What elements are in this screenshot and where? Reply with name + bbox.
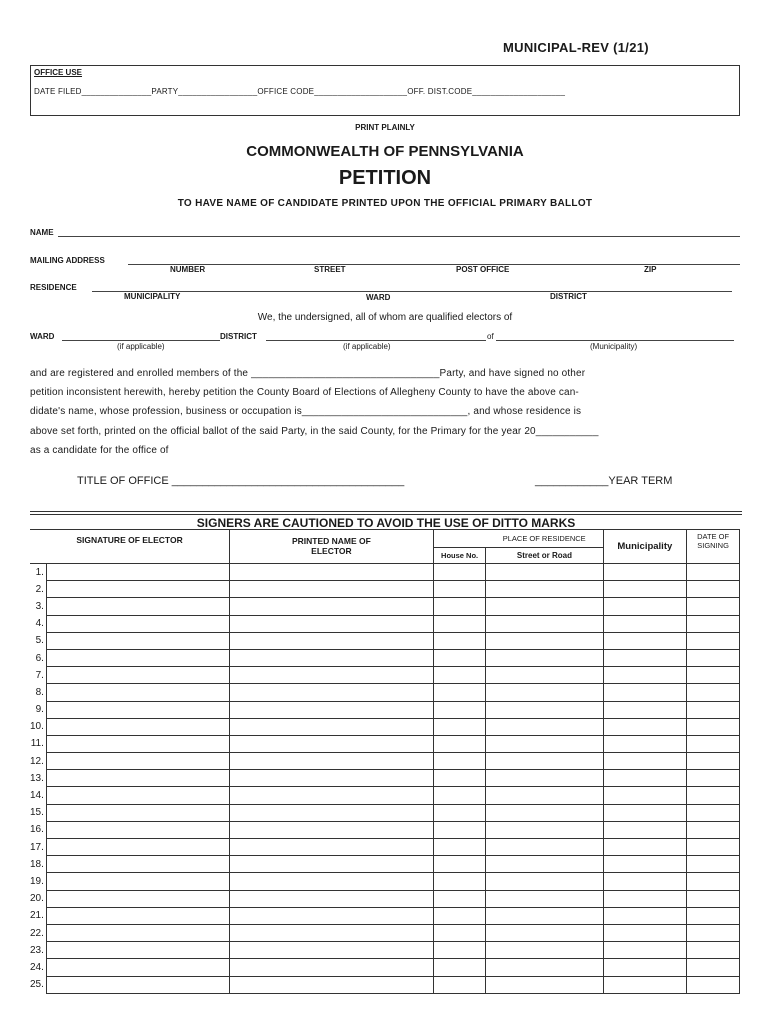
row-cell-sig[interactable] <box>46 856 229 873</box>
table-row <box>30 976 740 993</box>
print-plainly: PRINT PLAINLY <box>355 123 415 132</box>
ditto-divider-top <box>30 511 742 512</box>
row-cell-printed[interactable] <box>230 770 434 787</box>
table-row <box>30 718 740 735</box>
row-cell-printed[interactable] <box>230 581 434 598</box>
col-municipality-header: Municipality <box>603 530 687 564</box>
row-cell-date[interactable] <box>687 615 740 632</box>
row-cell-street[interactable] <box>486 753 603 770</box>
row-cell-sig[interactable] <box>46 907 229 924</box>
row-number: 20. <box>30 890 46 907</box>
row-cell-muni[interactable] <box>603 735 687 752</box>
row-cell-house[interactable] <box>433 942 486 959</box>
table-row <box>30 890 740 907</box>
row-number: 1. <box>30 564 46 581</box>
row-cell-sig[interactable] <box>46 890 229 907</box>
office-use-fields: DATE FILED_______________PARTY_________________OFFICE CODE____________________OFF. DIST.CODE____________________ <box>34 87 566 96</box>
row-cell-printed[interactable] <box>230 839 434 856</box>
row-cell-house[interactable] <box>433 598 486 615</box>
table-row <box>30 615 740 632</box>
row-cell-sig[interactable] <box>46 581 229 598</box>
row-cell-date[interactable] <box>687 959 740 976</box>
row-cell-sig[interactable] <box>46 667 229 684</box>
row-cell-street[interactable] <box>486 804 603 821</box>
signature-table <box>30 529 740 994</box>
row-cell-printed[interactable] <box>230 632 434 649</box>
row-cell-muni[interactable] <box>603 564 687 581</box>
body-line-2: petition inconsistent herewith, hereby petition the County Board of Elections of Allegheny County to have the above can- <box>30 387 579 398</box>
row-cell-sig[interactable] <box>46 942 229 959</box>
row-cell-house[interactable] <box>433 959 486 976</box>
row-cell-muni[interactable] <box>603 821 687 838</box>
row-cell-date[interactable] <box>687 942 740 959</box>
table-row <box>30 701 740 718</box>
row-number: 25. <box>30 976 46 993</box>
row-cell-sig[interactable] <box>46 753 229 770</box>
row-cell-date[interactable] <box>687 581 740 598</box>
row-cell-house[interactable] <box>433 924 486 941</box>
row-cell-sig[interactable] <box>46 787 229 804</box>
row-cell-date[interactable] <box>687 684 740 701</box>
table-row <box>30 907 740 924</box>
row-cell-date[interactable] <box>687 564 740 581</box>
row-cell-sig[interactable] <box>46 684 229 701</box>
ward-field[interactable] <box>62 340 220 341</box>
office-use-box <box>30 65 740 116</box>
row-cell-street[interactable] <box>486 907 603 924</box>
table-row <box>30 804 740 821</box>
row-cell-sig[interactable] <box>46 718 229 735</box>
row-number: 16. <box>30 821 46 838</box>
row-cell-printed[interactable] <box>230 718 434 735</box>
row-cell-sig[interactable] <box>46 804 229 821</box>
row-cell-printed[interactable] <box>230 804 434 821</box>
row-number: 8. <box>30 684 46 701</box>
name-field[interactable] <box>58 236 740 237</box>
row-number: 21. <box>30 907 46 924</box>
row-cell-muni[interactable] <box>603 667 687 684</box>
mailing-address-label: MAILING ADDRESS <box>30 256 105 265</box>
row-cell-street[interactable] <box>486 632 603 649</box>
year-term[interactable]: ____________YEAR TERM <box>535 475 673 487</box>
row-cell-date[interactable] <box>687 667 740 684</box>
row-cell-muni[interactable] <box>603 684 687 701</box>
row-number: 9. <box>30 701 46 718</box>
row-number: 17. <box>30 839 46 856</box>
row-number: 24. <box>30 959 46 976</box>
residence-sub-ward: WARD <box>366 293 391 302</box>
row-cell-street[interactable] <box>486 976 603 993</box>
row-cell-printed[interactable] <box>230 667 434 684</box>
row-cell-street[interactable] <box>486 856 603 873</box>
mailing-sub-post-office: POST OFFICE <box>456 265 510 274</box>
ditto-warning: SIGNERS ARE CAUTIONED TO AVOID THE USE OF DITTO MARKS <box>196 516 576 530</box>
row-cell-date[interactable] <box>687 856 740 873</box>
col-place-header: PLACE OF RESIDENCE <box>486 530 603 548</box>
row-number: 10. <box>30 718 46 735</box>
row-cell-muni[interactable] <box>603 942 687 959</box>
row-cell-house[interactable] <box>433 735 486 752</box>
row-cell-street[interactable] <box>486 924 603 941</box>
row-cell-printed[interactable] <box>230 684 434 701</box>
row-cell-street[interactable] <box>486 649 603 666</box>
row-cell-house[interactable] <box>433 684 486 701</box>
table-row <box>30 839 740 856</box>
row-cell-date[interactable] <box>687 770 740 787</box>
row-cell-date[interactable] <box>687 735 740 752</box>
col-house-header: House No. <box>433 548 486 564</box>
mailing-sub-number: NUMBER <box>170 265 206 274</box>
row-cell-printed[interactable] <box>230 701 434 718</box>
row-cell-house[interactable] <box>433 770 486 787</box>
row-cell-muni[interactable] <box>603 787 687 804</box>
of-label: of <box>487 332 494 341</box>
row-cell-date[interactable] <box>687 598 740 615</box>
row-cell-printed[interactable] <box>230 615 434 632</box>
table-row <box>30 821 740 838</box>
row-number: 22. <box>30 924 46 941</box>
row-cell-sig[interactable] <box>46 976 229 993</box>
col-place-spacer <box>433 530 486 548</box>
row-number: 7. <box>30 667 46 684</box>
row-cell-muni[interactable] <box>603 701 687 718</box>
table-row <box>30 564 740 581</box>
row-cell-street[interactable] <box>486 598 603 615</box>
row-cell-muni[interactable] <box>603 615 687 632</box>
row-cell-sig[interactable] <box>46 632 229 649</box>
ward-if-applicable: (if applicable) <box>117 342 165 351</box>
mailing-sub-zip: ZIP <box>644 265 657 274</box>
row-number: 12. <box>30 753 46 770</box>
table-row <box>30 924 740 941</box>
row-cell-sig[interactable] <box>46 649 229 666</box>
table-row <box>30 770 740 787</box>
municipality-field[interactable] <box>496 340 734 341</box>
table-row <box>30 632 740 649</box>
petition-title: PETITION <box>338 167 432 189</box>
row-cell-printed[interactable] <box>230 873 434 890</box>
petition-subtitle: TO HAVE NAME OF CANDIDATE PRINTED UPON THE OFFICIAL PRIMARY BALLOT <box>177 198 593 209</box>
row-cell-muni[interactable] <box>603 581 687 598</box>
row-cell-street[interactable] <box>486 821 603 838</box>
row-cell-sig[interactable] <box>46 839 229 856</box>
row-cell-date[interactable] <box>687 804 740 821</box>
table-row <box>30 959 740 976</box>
row-cell-printed[interactable] <box>230 735 434 752</box>
row-number: 4. <box>30 615 46 632</box>
row-cell-house[interactable] <box>433 649 486 666</box>
row-cell-house[interactable] <box>433 890 486 907</box>
row-cell-street[interactable] <box>486 959 603 976</box>
row-cell-muni[interactable] <box>603 839 687 856</box>
row-cell-muni[interactable] <box>603 804 687 821</box>
row-cell-house[interactable] <box>433 873 486 890</box>
table-row <box>30 598 740 615</box>
row-cell-printed[interactable] <box>230 598 434 615</box>
row-cell-muni[interactable] <box>603 976 687 993</box>
row-cell-printed[interactable] <box>230 890 434 907</box>
row-cell-house[interactable] <box>433 821 486 838</box>
row-cell-house[interactable] <box>433 753 486 770</box>
row-cell-printed[interactable] <box>230 976 434 993</box>
row-cell-muni[interactable] <box>603 649 687 666</box>
row-cell-house[interactable] <box>433 907 486 924</box>
row-cell-sig[interactable] <box>46 821 229 838</box>
row-cell-sig[interactable] <box>46 735 229 752</box>
row-cell-street[interactable] <box>486 942 603 959</box>
row-cell-printed[interactable] <box>230 787 434 804</box>
row-cell-date[interactable] <box>687 976 740 993</box>
row-cell-date[interactable] <box>687 701 740 718</box>
row-cell-muni[interactable] <box>603 924 687 941</box>
row-cell-house[interactable] <box>433 976 486 993</box>
district-if-applicable: (if applicable) <box>343 342 391 351</box>
row-cell-street[interactable] <box>486 564 603 581</box>
residence-sub-municipality: MUNICIPALITY <box>124 292 181 301</box>
row-cell-house[interactable] <box>433 564 486 581</box>
row-cell-sig[interactable] <box>46 959 229 976</box>
row-cell-house[interactable] <box>433 856 486 873</box>
row-cell-street[interactable] <box>486 667 603 684</box>
table-row <box>30 942 740 959</box>
row-cell-street[interactable] <box>486 839 603 856</box>
row-number: 18. <box>30 856 46 873</box>
mailing-sub-street: STREET <box>314 265 346 274</box>
row-number: 13. <box>30 770 46 787</box>
row-cell-street[interactable] <box>486 718 603 735</box>
row-cell-muni[interactable] <box>603 598 687 615</box>
row-cell-house[interactable] <box>433 701 486 718</box>
row-cell-printed[interactable] <box>230 924 434 941</box>
row-cell-house[interactable] <box>433 787 486 804</box>
row-number: 2. <box>30 581 46 598</box>
table-row <box>30 649 740 666</box>
row-cell-street[interactable] <box>486 684 603 701</box>
row-cell-printed[interactable] <box>230 942 434 959</box>
row-number: 23. <box>30 942 46 959</box>
body-line-3: didate's name, whose profession, business or occupation is_____________________________, and whose residence is <box>30 406 582 417</box>
row-cell-date[interactable] <box>687 718 740 735</box>
table-row <box>30 856 740 873</box>
row-cell-muni[interactable] <box>603 890 687 907</box>
row-cell-house[interactable] <box>433 615 486 632</box>
col-street-header: Street or Road <box>486 548 603 564</box>
row-cell-printed[interactable] <box>230 649 434 666</box>
form-code: MUNICIPAL-REV (1/21) <box>503 40 649 55</box>
table-row <box>30 787 740 804</box>
row-cell-sig[interactable] <box>46 701 229 718</box>
table-row <box>30 735 740 752</box>
row-cell-street[interactable] <box>486 701 603 718</box>
table-row <box>30 873 740 890</box>
row-cell-date[interactable] <box>687 890 740 907</box>
col-printed-header: PRINTED NAME OF ELECTOR <box>230 530 434 564</box>
body-line-1: and are registered and enrolled members of the _________________________________Party, and have signed no other <box>30 368 586 379</box>
table-row <box>30 581 740 598</box>
row-cell-date[interactable] <box>687 907 740 924</box>
residence-sub-district: DISTRICT <box>550 292 587 301</box>
ward-label: WARD <box>30 332 55 341</box>
row-cell-sig[interactable] <box>46 924 229 941</box>
row-cell-muni[interactable] <box>603 632 687 649</box>
row-cell-date[interactable] <box>687 753 740 770</box>
row-cell-date[interactable] <box>687 787 740 804</box>
row-number: 5. <box>30 632 46 649</box>
row-cell-date[interactable] <box>687 924 740 941</box>
municipality-caption: (Municipality) <box>590 342 638 351</box>
row-cell-house[interactable] <box>433 581 486 598</box>
row-cell-house[interactable] <box>433 718 486 735</box>
table-row <box>30 753 740 770</box>
row-cell-sig[interactable] <box>46 564 229 581</box>
row-cell-printed[interactable] <box>230 959 434 976</box>
row-cell-street[interactable] <box>486 735 603 752</box>
row-cell-house[interactable] <box>433 839 486 856</box>
row-cell-house[interactable] <box>433 804 486 821</box>
commonwealth-heading: COMMONWEALTH OF PENNSYLVANIA <box>246 143 524 160</box>
row-number: 6. <box>30 649 46 666</box>
row-cell-date[interactable] <box>687 632 740 649</box>
row-cell-muni[interactable] <box>603 753 687 770</box>
row-cell-house[interactable] <box>433 667 486 684</box>
row-cell-muni[interactable] <box>603 856 687 873</box>
row-cell-date[interactable] <box>687 821 740 838</box>
col-date-header: DATE OF SIGNING <box>687 530 740 564</box>
row-cell-sig[interactable] <box>46 770 229 787</box>
row-cell-date[interactable] <box>687 873 740 890</box>
row-cell-muni[interactable] <box>603 770 687 787</box>
row-cell-muni[interactable] <box>603 959 687 976</box>
row-cell-street[interactable] <box>486 787 603 804</box>
row-cell-street[interactable] <box>486 581 603 598</box>
row-cell-muni[interactable] <box>603 718 687 735</box>
row-cell-house[interactable] <box>433 632 486 649</box>
body-line-4: above set forth, printed on the official ballot of the said Party, in the said County, for the Primary for the year 20___________ <box>30 426 599 437</box>
row-cell-street[interactable] <box>486 873 603 890</box>
table-row <box>30 684 740 701</box>
row-cell-printed[interactable] <box>230 907 434 924</box>
row-number: 11. <box>30 735 46 752</box>
row-cell-street[interactable] <box>486 770 603 787</box>
residence-field[interactable] <box>92 291 732 292</box>
col-signature-header: SIGNATURE OF ELECTOR <box>30 530 230 564</box>
row-cell-date[interactable] <box>687 839 740 856</box>
residence-label: RESIDENCE <box>30 283 77 292</box>
title-of-office[interactable]: TITLE OF OFFICE ______________________________________ <box>77 475 405 487</box>
row-number: 3. <box>30 598 46 615</box>
row-cell-printed[interactable] <box>230 564 434 581</box>
district-field[interactable] <box>266 340 486 341</box>
row-cell-muni[interactable] <box>603 873 687 890</box>
row-cell-sig[interactable] <box>46 873 229 890</box>
ditto-divider-bottom <box>30 514 742 515</box>
undersigned-statement: We, the undersigned, all of whom are qualified electors of <box>257 312 513 323</box>
district-label: DISTRICT <box>220 332 257 341</box>
row-cell-date[interactable] <box>687 649 740 666</box>
row-number: 14. <box>30 787 46 804</box>
office-use-title: OFFICE USE <box>34 68 83 77</box>
row-cell-printed[interactable] <box>230 856 434 873</box>
row-number: 19. <box>30 873 46 890</box>
name-label: NAME <box>30 228 54 237</box>
row-cell-printed[interactable] <box>230 821 434 838</box>
row-number: 15. <box>30 804 46 821</box>
row-cell-street[interactable] <box>486 615 603 632</box>
row-cell-street[interactable] <box>486 890 603 907</box>
body-line-5: as a candidate for the office of <box>30 445 169 456</box>
table-row <box>30 667 740 684</box>
row-cell-sig[interactable] <box>46 598 229 615</box>
row-cell-muni[interactable] <box>603 907 687 924</box>
row-cell-sig[interactable] <box>46 615 229 632</box>
row-cell-printed[interactable] <box>230 753 434 770</box>
